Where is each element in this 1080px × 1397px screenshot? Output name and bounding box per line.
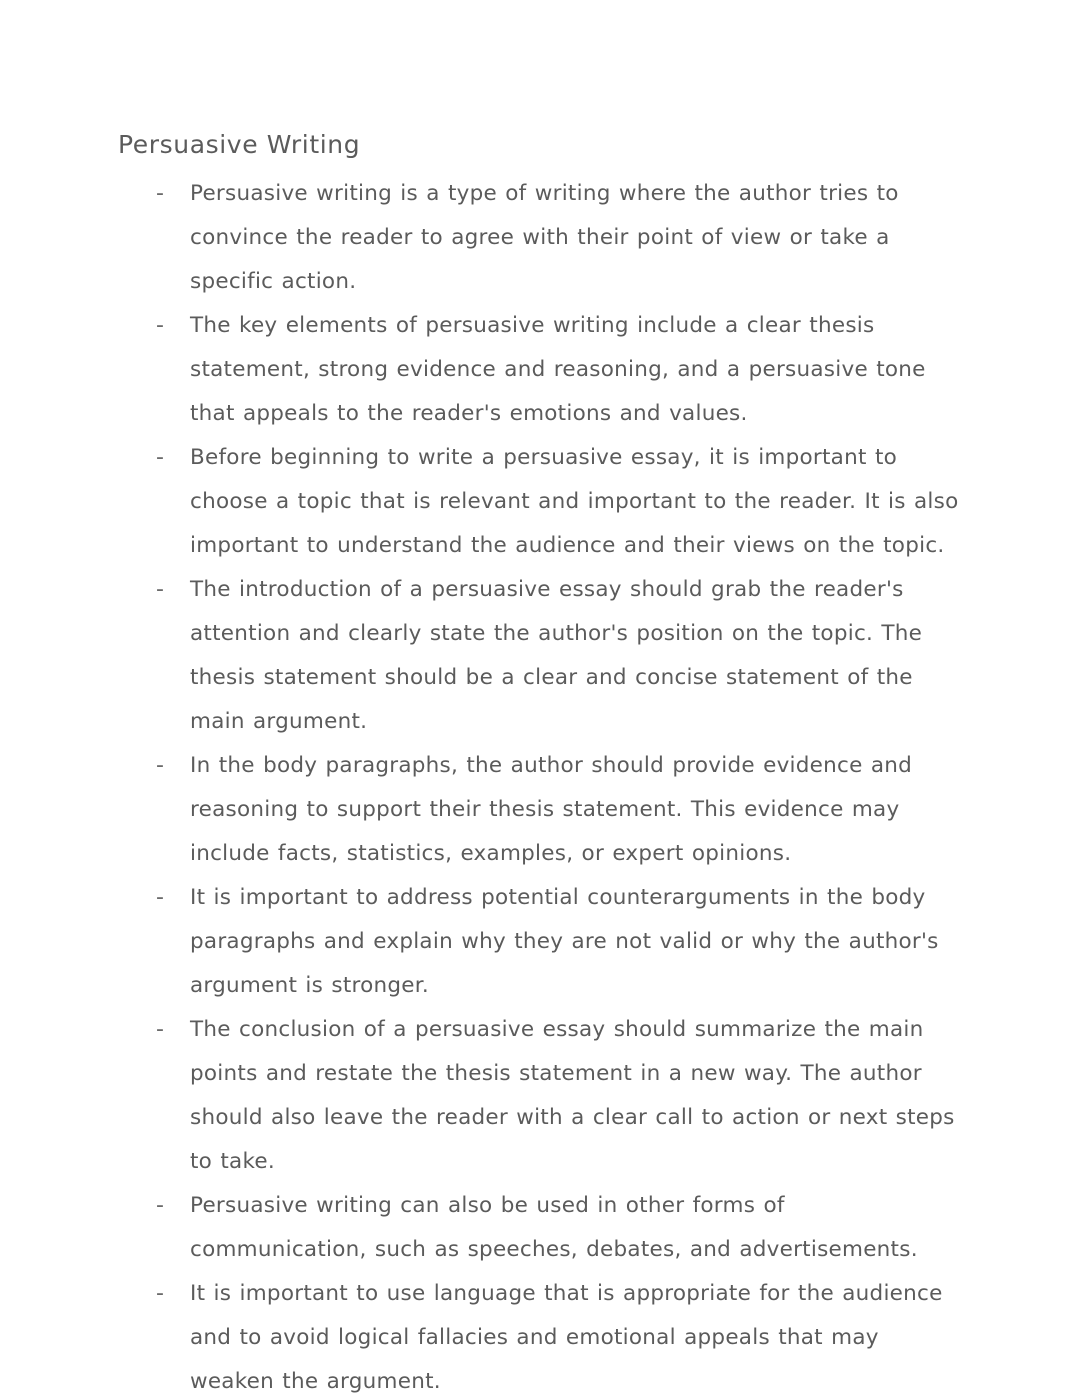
bullet-dash-icon: - bbox=[156, 313, 164, 338]
list-item-text: Before beginning to write a persuasive essay, it is important to choose a topic that is relevant and important to the reader. It is also important to understand the audience and their views on the topic. bbox=[190, 445, 959, 558]
list-item-text: The conclusion of a persuasive essay should summarize the main points and restate the thesis statement in a new way. The author should also leave the reader with a clear call to action or next steps to take. bbox=[190, 1017, 955, 1174]
list-item-text: Persuasive writing can also be used in other forms of communication, such as speeches, debates, and advertisements. bbox=[190, 1193, 918, 1262]
bullet-dash-icon: - bbox=[156, 753, 164, 778]
bullet-dash-icon: - bbox=[156, 885, 164, 910]
list-item bbox=[118, 744, 963, 876]
page-title: Persuasive Writing bbox=[118, 130, 361, 159]
list-item bbox=[118, 1272, 963, 1397]
bullet-dash-icon: - bbox=[156, 445, 164, 470]
list-item bbox=[118, 1184, 963, 1272]
list-item bbox=[118, 876, 963, 1008]
bullet-dash-icon: - bbox=[156, 577, 164, 602]
list-item bbox=[118, 304, 963, 436]
list-item bbox=[118, 436, 963, 568]
list-item bbox=[118, 568, 963, 744]
bullet-dash-icon: - bbox=[156, 1193, 164, 1218]
list-item-text: Persuasive writing is a type of writing where the author tries to convince the reader to agree with their point of view or take a specific action. bbox=[190, 181, 899, 294]
list-item-text: It is important to use language that is appropriate for the audience and to avoid logical fallacies and emotional appeals that may weaken the argument. bbox=[190, 1281, 943, 1394]
list-item-text: The key elements of persuasive writing include a clear thesis statement, strong evidence and reasoning, and a persuasive tone that appeals to the reader's emotions and values. bbox=[190, 313, 926, 426]
list-item bbox=[118, 1008, 963, 1184]
bullet-dash-icon: - bbox=[156, 181, 164, 206]
bullet-dash-icon: - bbox=[156, 1281, 164, 1306]
bullet-dash-icon: - bbox=[156, 1017, 164, 1042]
list-item-text: In the body paragraphs, the author should provide evidence and reasoning to support their thesis statement. This evidence may include facts, statistics, examples, or expert opinions. bbox=[190, 753, 913, 866]
list-item bbox=[118, 172, 963, 304]
bullet-list bbox=[118, 172, 963, 1397]
list-item-text: It is important to address potential counterarguments in the body paragraphs and explain why they are not valid or why the author's argument is stronger. bbox=[190, 885, 939, 998]
list-item-text: The introduction of a persuasive essay should grab the reader's attention and clearly state the author's position on the topic. The thesis statement should be a clear and concise statement of the main argument. bbox=[190, 577, 923, 734]
note-sheet bbox=[118, 128, 963, 1397]
